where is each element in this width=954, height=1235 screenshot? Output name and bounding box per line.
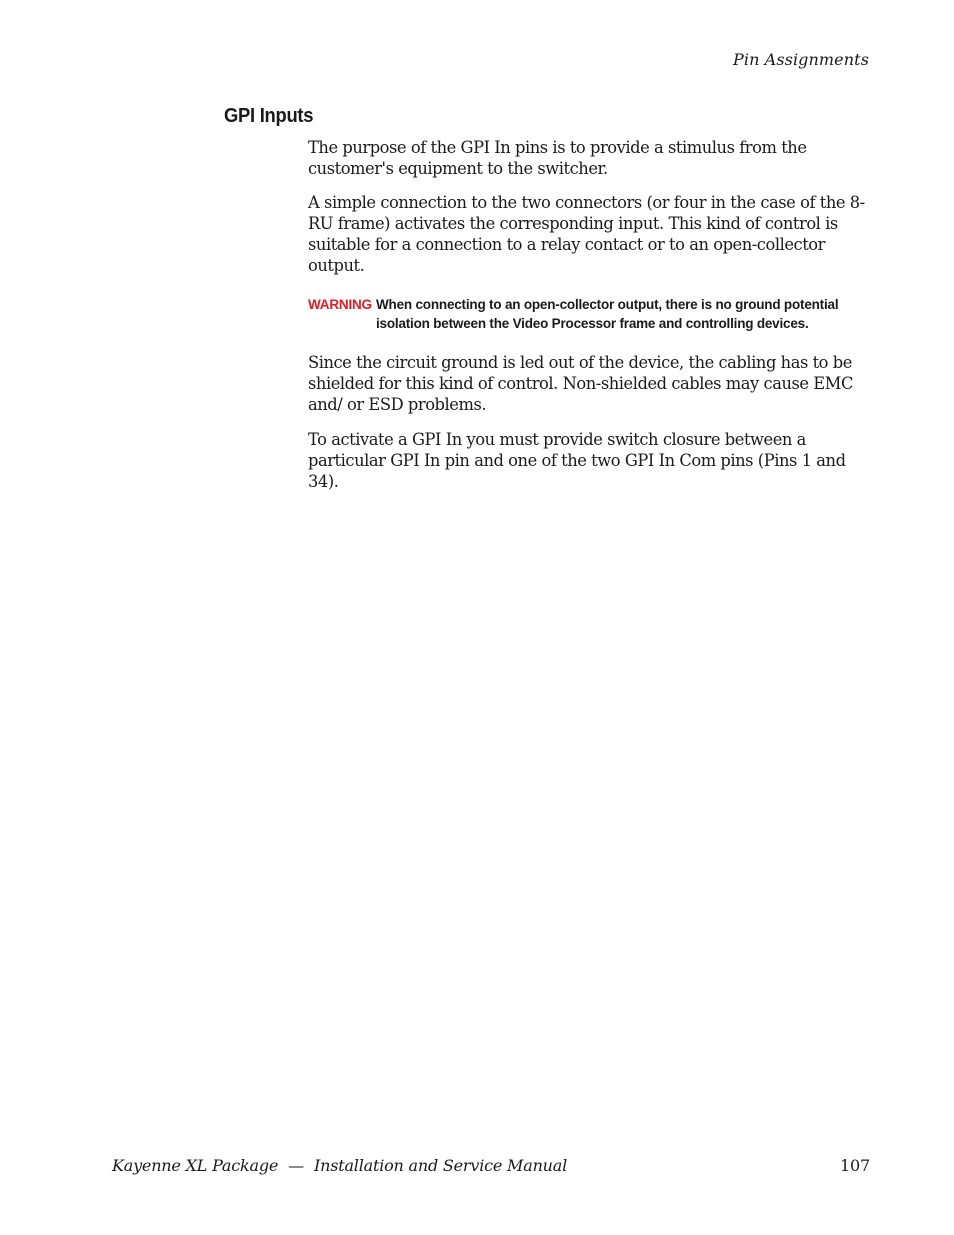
paragraph-connection: A simple connection to the two connectors (or four in the case of the 8-RU frame) activates the corresponding input. This kind of control is suitable for a connection to a relay contact or to an open-collector output. <box>308 193 865 275</box>
warning-label: WARNING <box>308 297 372 313</box>
footer-doc-title: Kayenne XL Package <box>112 1156 279 1175</box>
paragraph-purpose: The purpose of the GPI In pins is to provide a stimulus from the customer's equipment to the switcher. <box>308 138 807 178</box>
section-heading: GPI Inputs <box>224 105 314 127</box>
footer-separator: — <box>288 1156 304 1175</box>
body-column <box>308 138 870 492</box>
footer-document-title <box>112 1156 567 1175</box>
warning-note <box>308 295 870 333</box>
page-number: 107 <box>840 1156 870 1175</box>
footer-doc-subtitle: Installation and Service Manual <box>313 1156 568 1175</box>
running-head: Pin Assignments <box>733 50 869 69</box>
paragraph-activation: To activate a GPI In you must provide switch closure between a particular GPI In pin and one of the two GPI In Com pins (Pins 1 and 34). <box>308 430 846 491</box>
paragraph-shielding: Since the circuit ground is led out of the device, the cabling has to be shielded for this kind of control. Non-shielded cables may cause EMC and/ or ESD problems. <box>308 353 853 414</box>
warning-text: When connecting to an open-collector output, there is no ground potential isolation between the Video Processor frame and controlling devices. <box>376 297 839 332</box>
page-footer <box>112 1156 870 1175</box>
